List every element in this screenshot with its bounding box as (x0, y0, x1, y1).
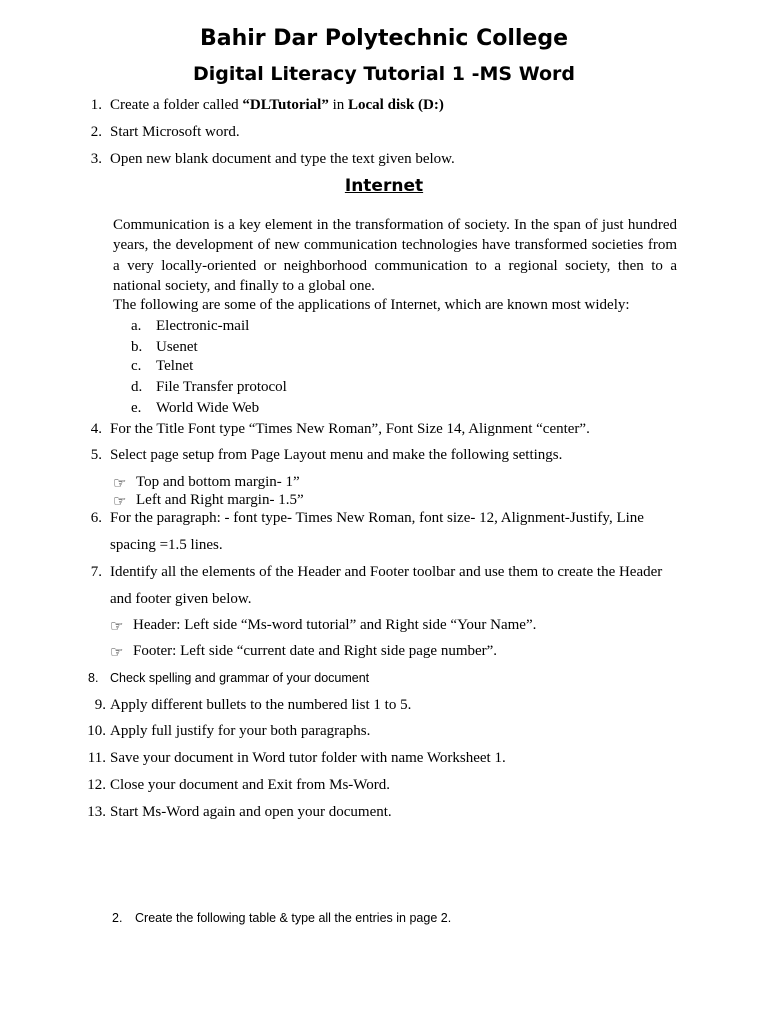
pointing-hand-icon: ☞ (113, 494, 127, 510)
step-number: 9. (94, 697, 106, 713)
step-text-part: in (328, 97, 349, 113)
step-text: Select page setup from Page Layout menu and make the following settings. (110, 447, 563, 463)
step-number: 13. (87, 804, 106, 820)
list-item: Telnet (156, 358, 194, 374)
step-number: 10. (87, 723, 106, 739)
document-heading: Internet (344, 176, 424, 196)
document-intro: The following are some of the applications of Internet, which are known most widely: (113, 297, 630, 313)
step-number: 1. (90, 97, 102, 113)
margin-setting: Top and bottom margin- 1” (136, 474, 300, 490)
step-text: and footer given below. (110, 591, 252, 607)
step-text: spacing =1.5 lines. (110, 537, 223, 553)
disk-name: Local disk (D:) (348, 97, 444, 113)
list-letter: b. (131, 339, 143, 355)
list-item: Electronic-mail (156, 318, 250, 334)
step-text: Start Microsoft word. (110, 124, 240, 140)
step-text: Apply different bullets to the numbered list 1 to 5. (110, 697, 412, 713)
list-item: Usenet (156, 339, 198, 355)
list-item: File Transfer protocol (156, 379, 287, 395)
step-text (110, 97, 444, 114)
step-number: 2. (90, 124, 102, 140)
step-number: 6. (90, 510, 102, 526)
list-letter: d. (131, 379, 143, 395)
college-title: Bahir Dar Polytechnic College (199, 26, 569, 51)
step-text: For the Title Font type “Times New Roman”, Font Size 14, Alignment “center”. (110, 421, 590, 437)
step-text: Open new blank document and type the text given below. (110, 151, 455, 167)
step-text: Apply full justify for your both paragraphs. (110, 723, 371, 739)
list-letter: c. (131, 358, 142, 374)
step-number: 7. (90, 564, 102, 580)
step-text: Start Ms-Word again and open your document. (110, 804, 392, 820)
list-item: World Wide Web (156, 400, 260, 416)
step-text: Identify all the elements of the Header and Footer toolbar and use them to create the Header (110, 564, 663, 580)
step-number: 5. (90, 447, 102, 463)
pointing-hand-icon: ☞ (110, 645, 124, 661)
step-text: Close your document and Exit from Ms-Word. (110, 777, 390, 793)
header-footer-setting: Footer: Left side “current date and Right side page number”. (133, 643, 498, 659)
step-number: 8. (88, 671, 99, 685)
header-footer-setting: Header: Left side “Ms-word tutorial” and Right side “Your Name”. (133, 617, 537, 633)
task-text: Create the following table & type all the entries in page 2. (135, 911, 452, 925)
step-number: 3. (90, 151, 102, 167)
step-text: Check spelling and grammar of your document (110, 671, 370, 685)
margin-setting: Left and Right margin- 1.5” (136, 492, 304, 508)
task-number: 2. (112, 911, 123, 925)
step-number: 11. (87, 750, 106, 766)
list-letter: a. (131, 318, 142, 334)
pointing-hand-icon: ☞ (110, 619, 124, 635)
list-letter: e. (131, 400, 142, 416)
document-paragraph: Communication is a key element in the transformation of society. In the span of just hundred years, the development of new communication technologies have transformed societies from a very locally-oriented or neighborhood communication to a regional society, then to a national society, and finally to a global one. (113, 217, 677, 294)
step-number: 4. (90, 421, 102, 437)
step-text-part: Create a folder called (110, 97, 243, 113)
step-text: For the paragraph: - font type- Times New Roman, font size- 12, Alignment-Justify, Line (110, 510, 644, 526)
step-text: Save your document in Word tutor folder with name Worksheet 1. (110, 750, 506, 766)
step-number: 12. (87, 777, 106, 793)
folder-name: “DLTutorial” (242, 97, 329, 113)
pointing-hand-icon: ☞ (113, 476, 127, 492)
tutorial-title: Digital Literacy Tutorial 1 -MS Word (192, 63, 576, 85)
